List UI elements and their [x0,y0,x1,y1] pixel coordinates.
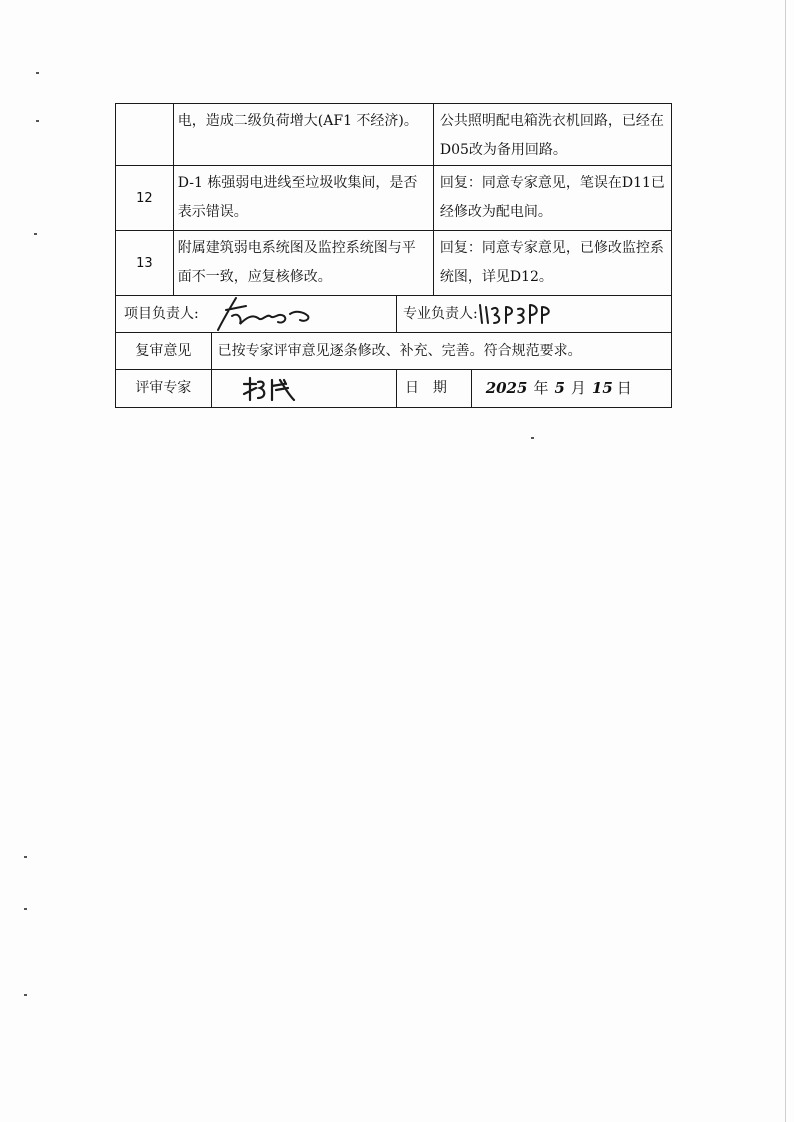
date-label: 日 期 [397,370,472,407]
expert-opinion-cell: 附属建筑弱电系统图及监控系统图与平面不一致，应复核修改。 [174,231,434,295]
reply-cell: 回复：同意专家意见，已修改监控系统图，详见D12。 [439,240,664,285]
date-month-suffix: 月 [570,379,586,397]
expert-opinion-cell: 电，造成二级负荷增大(AF1 不经济)。 [174,104,434,165]
review-opinion-text: 已按专家评审意见逐条修改、补充、完善。符合规范要求。 [217,342,582,359]
scan-speck [24,856,27,858]
scan-speck [36,72,39,74]
professional-lead-signature [478,301,558,327]
date-value [472,370,671,407]
scan-speck [24,908,27,910]
row-number: 12 [116,166,174,230]
date-day-suffix: 日 [616,379,632,397]
scan-speck [24,994,27,996]
table-row [116,166,671,231]
scan-speck [34,233,37,235]
signature-row [116,296,671,333]
scan-edge [785,0,786,1122]
review-expert-label: 评审专家 [116,370,212,407]
review-opinion-row [116,333,671,370]
project-lead-label: 项目负责人: [124,305,199,322]
signature-scribble [212,296,332,332]
row-number: 13 [116,231,174,295]
professional-lead-cell [397,296,671,332]
reply-cell: 公共照明配电箱洗衣机回路，已经在D05改为备用回路。 [439,113,664,158]
project-lead-signature [212,296,397,332]
row-number [116,104,174,165]
date-year: 2025 [485,379,528,397]
expert-opinion-cell: D-1 栋强弱电进线至垃圾收集间，是否表示错误。 [174,166,434,230]
professional-lead-label: 专业负责人: [402,305,478,322]
review-response-table [115,103,672,408]
reply-cell: 回复：同意专家意见，笔误在D11已经修改为配电间。 [439,175,665,220]
expert-signature-scribble [240,376,296,402]
review-opinion-label: 复审意见 [116,333,212,369]
date-year-suffix: 年 [533,379,549,397]
table-row [116,104,671,166]
expert-date-row [116,370,671,407]
date-day: 15 [591,379,613,397]
expert-signature [212,370,397,407]
date-month: 5 [554,379,565,397]
scan-speck [36,120,39,122]
scan-speck [531,437,534,439]
table-row [116,231,671,296]
